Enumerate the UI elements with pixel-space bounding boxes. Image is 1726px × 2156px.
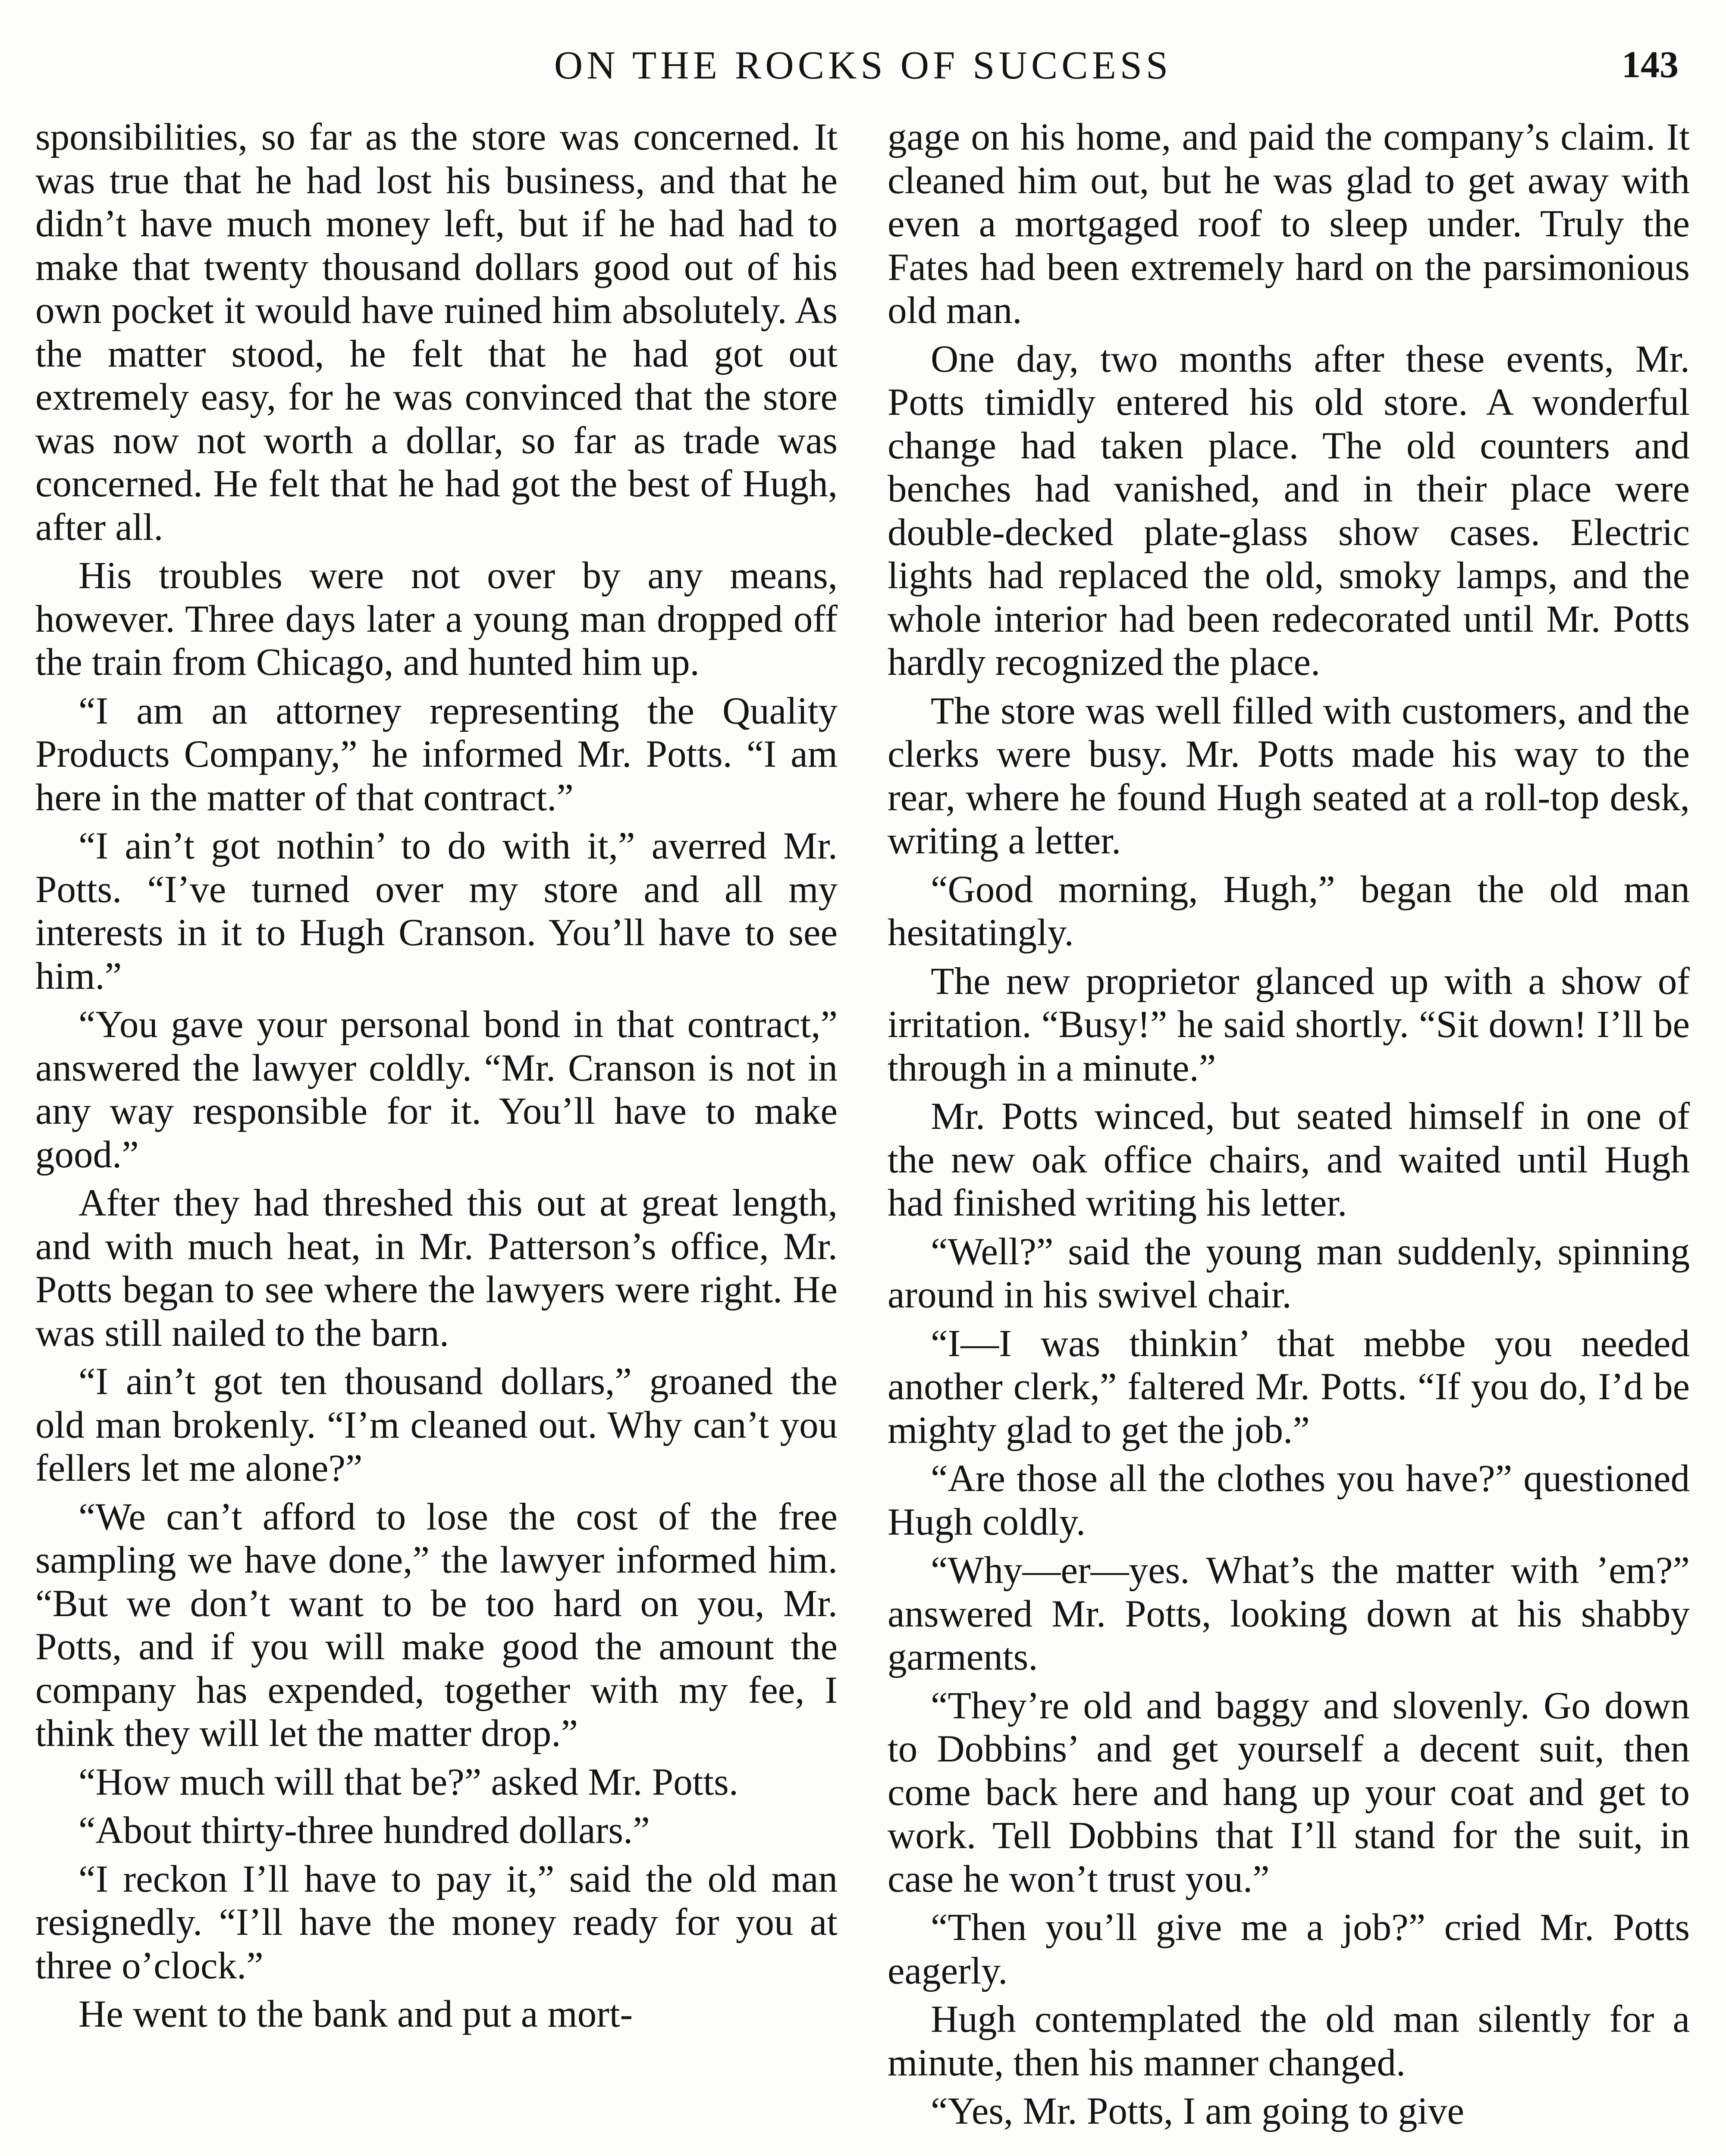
left-text-column: [35, 116, 838, 2041]
paragraph: “I—I was thinkin’ that mebbe you needed another clerk,” faltered Mr. Potts. “If you do, I’d be mighty glad to get the job.”: [888, 1322, 1690, 1451]
right-text-column: [888, 116, 1690, 2138]
running-head: [35, 41, 1691, 89]
paragraph: “Yes, Mr. Potts, I am going to give: [931, 2090, 1465, 2132]
paragraph: “Why—er—yes. What’s the matter with ’em?” answered Mr. Potts, looking down at his shabby garments.: [888, 1549, 1690, 1678]
paragraph: “Well?” said the young man suddenly, spinning around in his swivel chair.: [888, 1230, 1690, 1316]
paragraph: “Good morning, Hugh,” began the old man hesitatingly.: [888, 868, 1690, 954]
running-title: ON THE ROCKS OF SUCCESS: [554, 43, 1172, 87]
paragraph: He went to the bank and put a mort-: [78, 1993, 633, 2035]
paragraph: “You gave your personal bond in that contract,” answered the lawyer coldly. “Mr. Cranson is not in any way responsible for it. You’ll have to make good.”: [35, 1003, 838, 1176]
paragraph: The new proprietor glanced up with a show of irritation. “Busy!” he said shortly. “Sit down! I’ll be through in a minute.”: [888, 960, 1690, 1089]
paragraph: Hugh contemplated the old man silently for a minute, then his manner changed.: [888, 1998, 1690, 2084]
paragraph: “About thirty-three hundred dollars.”: [78, 1809, 650, 1852]
paragraph: The store was well filled with customers, and the clerks were busy. Mr. Potts made his way to the rear, where he found Hugh seated at a roll-top desk, writing a letter.: [888, 689, 1690, 862]
paragraph: “They’re old and baggy and slovenly. Go down to Dobbins’ and get yourself a decent suit, then come back here and hang up your coat and get to work. Tell Dobbins that I’ll stand for the suit, in case he won’t trust you.”: [888, 1684, 1690, 1900]
paragraph: One day, two months after these events, Mr. Potts timidly entered his old store. A wonderful change had taken place. The old counters and benches had vanished, and in their place were double-decked plate-glass show cases. Electric lights had replaced the old, smoky lamps, and the whole interior had been redecorated until Mr. Potts hardly recognized the place.: [888, 338, 1690, 683]
paragraph: “Are those all the clothes you have?” questioned Hugh coldly.: [888, 1457, 1690, 1543]
paragraph: Mr. Potts winced, but seated himself in one of the new oak office chairs, and waited until Hugh had finished writing his letter.: [888, 1095, 1690, 1224]
paragraph: “I ain’t got ten thousand dollars,” groaned the old man brokenly. “I’m cleaned out. Why can’t you fellers let me alone?”: [35, 1360, 838, 1489]
paragraph: “How much will that be?” asked Mr. Potts.: [78, 1761, 739, 1803]
paragraph: “Then you’ll give me a job?” cried Mr. Potts eagerly.: [888, 1906, 1690, 1992]
paragraph: “I am an attorney representing the Quality Products Company,” he informed Mr. Potts. “I am here in the matter of that contract.”: [35, 689, 838, 819]
page-number: 143: [1622, 44, 1679, 86]
paragraph: “I reckon I’ll have to pay it,” said the old man resignedly. “I’ll have the money ready for you at three o’clock.”: [35, 1858, 838, 1987]
paragraph: gage on his home, and paid the company’s claim. It cleaned him out, but he was glad to get away with even a mortgaged roof to sleep under. Truly the Fates had been extremely hard on the parsimonious old man.: [888, 116, 1690, 332]
paragraph: “We can’t afford to lose the cost of the free sampling we have done,” the lawyer informed him. “But we don’t want to be too hard on you, Mr. Potts, and if you will make good the amount the company has expended, together with my fee, I think they will let the matter drop.”: [35, 1495, 838, 1755]
paragraph: After they had threshed this out at great length, and with much heat, in Mr. Patterson’s office, Mr. Potts began to see where the lawyers were right. He was still nailed to the barn.: [35, 1182, 838, 1354]
paragraph: His troubles were not over by any means, however. Three days later a young man dropped off the train from Chicago, and hunted him up.: [35, 555, 838, 683]
paragraph: sponsibilities, so far as the store was concerned. It was true that he had lost his business, and that he didn’t have much money left, but if he had had to make that twenty thousand dollars good out of his own pocket it would have ruined him absolutely. As the matter stood, he felt that he had got out extremely easy, for he was convinced that the store was now not worth a dollar, so far as trade was concerned. He felt that he had got the best of Hugh, after all.: [35, 116, 838, 548]
paragraph: “I ain’t got nothin’ to do with it,” averred Mr. Potts. “I’ve turned over my store and all my interests in it to Hugh Cranson. You’ll have to see him.”: [35, 825, 838, 997]
